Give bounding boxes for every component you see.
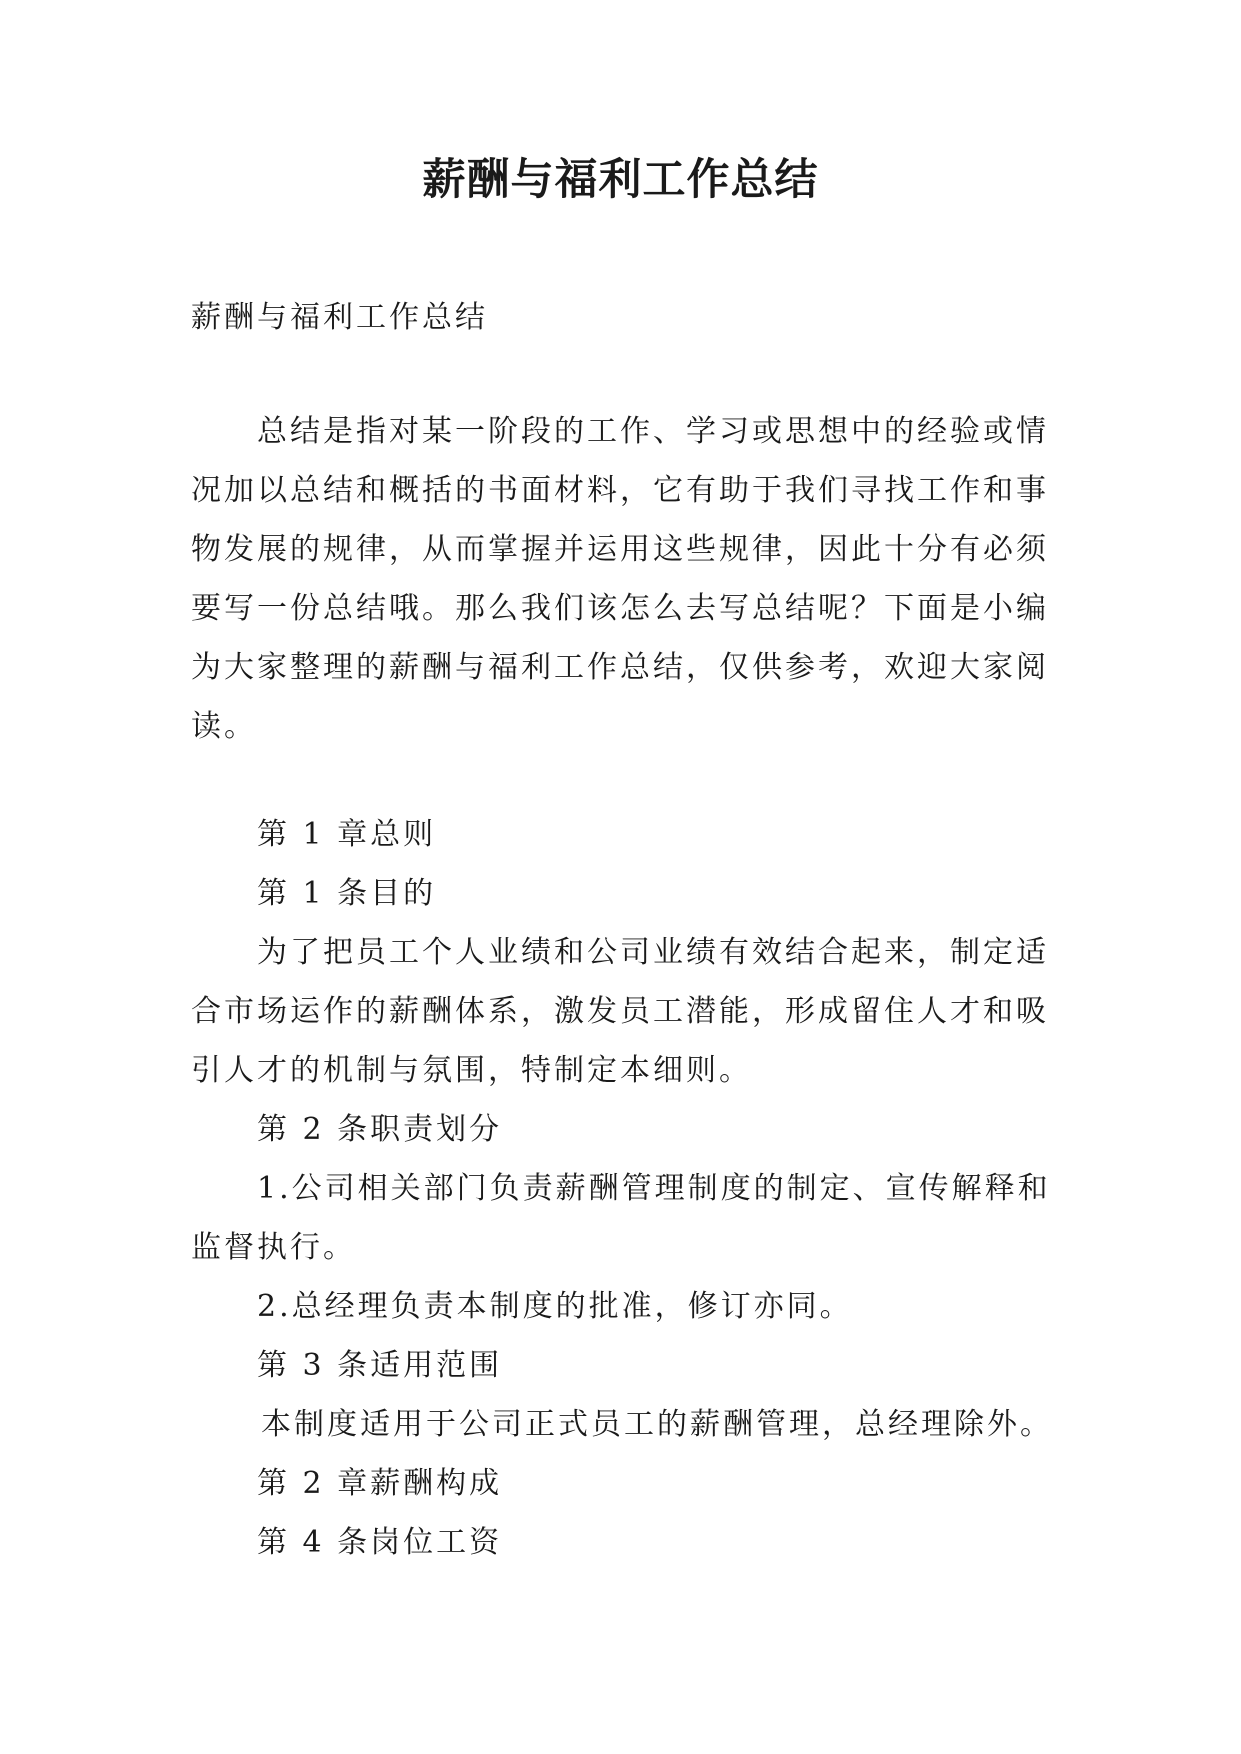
article-heading: 第 3 条适用范围 (257, 1348, 503, 1383)
list-item: 1.公司相关部门负责薪酬管理制度的制定、宣传解释和监督执行。 (191, 1171, 1051, 1265)
article-heading: 第 4 条岗位工资 (257, 1525, 503, 1560)
article-heading: 第 1 条目的 (257, 876, 437, 911)
document-subtitle: 薪酬与福利工作总结 (191, 300, 488, 335)
article-heading: 第 2 条职责划分 (257, 1112, 503, 1147)
intro-paragraph: 总结是指对某一阶段的工作、学习或思想中的经验或情况加以总结和概括的书面材料，它有助于我们寻找工作和事物发展的规律，从而掌握并运用这些规律，因此十分有必须要写一份总结哦。那么我们该怎么去写总结呢？下面是小编为大家整理的薪酬与福利工作总结，仅供参考，欢迎大家阅读。 (191, 414, 1049, 744)
document-title: 薪酬与福利工作总结 (422, 155, 819, 205)
chapter-heading: 第 2 章薪酬构成 (257, 1466, 503, 1501)
list-item: 2.总经理负责本制度的批准，修订亦同。 (257, 1289, 853, 1324)
body-paragraph: 为了把员工个人业绩和公司业绩有效结合起来，制定适合市场运作的薪酬体系，激发员工潜能，形成留住人才和吸引人才的机制与氛围，特制定本细则。 (191, 935, 1049, 1088)
body-paragraph: 本制度适用于公司正式员工的薪酬管理，总经理除外。 (261, 1407, 1053, 1442)
chapter-heading: 第 1 章总则 (257, 817, 437, 852)
document-body (191, 805, 1071, 1572)
